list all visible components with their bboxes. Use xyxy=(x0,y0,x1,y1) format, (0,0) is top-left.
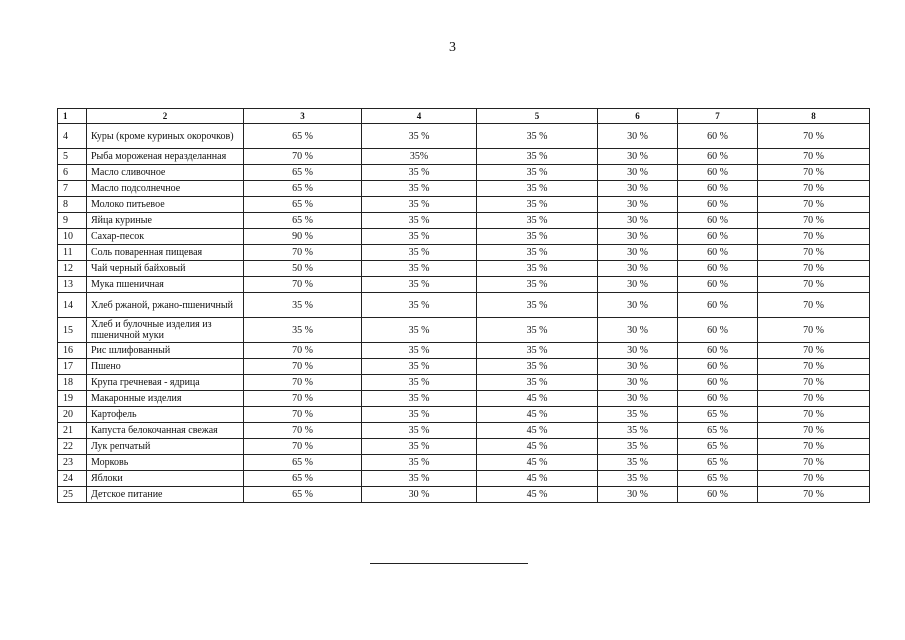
percent-cell: 35 % xyxy=(477,197,598,213)
percent-cell: 60 % xyxy=(678,375,758,391)
row-number-cell: 6 xyxy=(58,165,87,181)
percent-cell: 70 % xyxy=(758,318,870,343)
row-number-cell: 23 xyxy=(58,455,87,471)
percent-cell: 60 % xyxy=(678,318,758,343)
row-number-cell: 24 xyxy=(58,471,87,487)
row-number-cell: 22 xyxy=(58,439,87,455)
table-row xyxy=(58,439,870,455)
table-row xyxy=(58,391,870,407)
percent-cell: 35 % xyxy=(598,439,678,455)
percent-cell: 60 % xyxy=(678,181,758,197)
product-name-cell: Крупа гречневая - ядрица xyxy=(87,375,244,391)
percent-cell: 65 % xyxy=(678,471,758,487)
percent-cell: 70 % xyxy=(244,245,362,261)
product-name-cell: Чай черный байховый xyxy=(87,261,244,277)
percent-cell: 35 % xyxy=(362,375,477,391)
percent-cell: 70 % xyxy=(758,229,870,245)
table-row xyxy=(58,343,870,359)
column-header: 4 xyxy=(362,109,477,124)
product-name-cell: Молоко питьевое xyxy=(87,197,244,213)
column-header: 7 xyxy=(678,109,758,124)
table-row xyxy=(58,277,870,293)
row-number-cell: 9 xyxy=(58,213,87,229)
product-name-cell: Хлеб и булочные изделия из пшеничной муки xyxy=(87,318,244,343)
page-number: 3 xyxy=(449,40,456,55)
percent-cell: 35 % xyxy=(477,277,598,293)
product-name-cell: Макаронные изделия xyxy=(87,391,244,407)
percent-cell: 35 % xyxy=(362,455,477,471)
column-header: 8 xyxy=(758,109,870,124)
table-row xyxy=(58,318,870,343)
percent-cell: 70 % xyxy=(758,213,870,229)
percent-cell: 35 % xyxy=(362,165,477,181)
percent-cell: 70 % xyxy=(758,471,870,487)
row-number-cell: 14 xyxy=(58,293,87,318)
percent-cell: 70 % xyxy=(758,124,870,149)
percent-cell: 65 % xyxy=(244,213,362,229)
table-row xyxy=(58,359,870,375)
percent-cell: 70 % xyxy=(758,487,870,503)
table-row xyxy=(58,261,870,277)
row-number-cell: 16 xyxy=(58,343,87,359)
percent-cell: 60 % xyxy=(678,261,758,277)
percent-cell: 35 % xyxy=(362,245,477,261)
column-header: 1 xyxy=(58,109,87,124)
percent-cell: 50 % xyxy=(244,261,362,277)
percent-cell: 70 % xyxy=(758,149,870,165)
product-name-cell: Мука пшеничная xyxy=(87,277,244,293)
product-name-cell: Хлеб ржаной, ржано-пшеничный xyxy=(87,293,244,318)
product-name-cell: Соль поваренная пищевая xyxy=(87,245,244,261)
column-header: 6 xyxy=(598,109,678,124)
percent-cell: 70 % xyxy=(758,439,870,455)
row-number-cell: 20 xyxy=(58,407,87,423)
percent-cell: 70 % xyxy=(758,343,870,359)
percent-cell: 70 % xyxy=(758,375,870,391)
percent-cell: 60 % xyxy=(678,197,758,213)
percent-cell: 30 % xyxy=(598,487,678,503)
percent-cell: 60 % xyxy=(678,277,758,293)
percent-cell: 35 % xyxy=(362,213,477,229)
percent-cell: 35 % xyxy=(477,165,598,181)
percent-cell: 35 % xyxy=(362,359,477,375)
column-header: 5 xyxy=(477,109,598,124)
percent-cell: 70 % xyxy=(758,455,870,471)
percent-cell: 70 % xyxy=(758,293,870,318)
percent-cell: 35 % xyxy=(362,439,477,455)
row-number-cell: 13 xyxy=(58,277,87,293)
table-row xyxy=(58,149,870,165)
row-number-cell: 8 xyxy=(58,197,87,213)
percent-cell: 65 % xyxy=(678,455,758,471)
percent-cell: 30 % xyxy=(362,487,477,503)
percent-cell: 30 % xyxy=(598,149,678,165)
row-number-cell: 11 xyxy=(58,245,87,261)
table-row xyxy=(58,293,870,318)
percent-cell: 45 % xyxy=(477,423,598,439)
percent-cell: 60 % xyxy=(678,213,758,229)
table-row xyxy=(58,487,870,503)
percent-cell: 70 % xyxy=(758,359,870,375)
percent-cell: 65 % xyxy=(244,181,362,197)
percent-cell: 30 % xyxy=(598,277,678,293)
percent-cell: 45 % xyxy=(477,439,598,455)
percent-cell: 30 % xyxy=(598,165,678,181)
percent-cell: 70 % xyxy=(758,277,870,293)
percent-cell: 30 % xyxy=(598,245,678,261)
percent-cell: 30 % xyxy=(598,229,678,245)
table-row xyxy=(58,471,870,487)
percent-cell: 30 % xyxy=(598,293,678,318)
percent-cell: 60 % xyxy=(678,245,758,261)
data-table xyxy=(57,108,870,503)
percent-cell: 35 % xyxy=(598,423,678,439)
percent-cell: 60 % xyxy=(678,149,758,165)
percent-cell: 70 % xyxy=(758,261,870,277)
percent-cell: 30 % xyxy=(598,124,678,149)
percent-cell: 35 % xyxy=(362,391,477,407)
row-number-cell: 5 xyxy=(58,149,87,165)
percent-cell: 60 % xyxy=(678,391,758,407)
product-name-cell: Пшено xyxy=(87,359,244,375)
product-name-cell: Детское питание xyxy=(87,487,244,503)
percent-cell: 60 % xyxy=(678,229,758,245)
column-header: 2 xyxy=(87,109,244,124)
percent-cell: 35 % xyxy=(244,293,362,318)
percent-cell: 30 % xyxy=(598,261,678,277)
percent-cell: 70 % xyxy=(758,407,870,423)
product-name-cell: Яблоки xyxy=(87,471,244,487)
percent-cell: 30 % xyxy=(598,197,678,213)
percent-cell: 35 % xyxy=(477,213,598,229)
percent-cell: 65 % xyxy=(244,124,362,149)
percent-cell: 70 % xyxy=(244,343,362,359)
row-number-cell: 25 xyxy=(58,487,87,503)
product-name-cell: Масло подсолнечное xyxy=(87,181,244,197)
product-name-cell: Картофель xyxy=(87,407,244,423)
percent-cell: 60 % xyxy=(678,487,758,503)
percent-cell: 35 % xyxy=(477,245,598,261)
percent-cell: 35 % xyxy=(362,124,477,149)
percent-cell: 60 % xyxy=(678,343,758,359)
percent-cell: 65 % xyxy=(244,455,362,471)
percent-cell: 35% xyxy=(362,149,477,165)
table-row xyxy=(58,197,870,213)
percent-cell: 45 % xyxy=(477,407,598,423)
percent-cell: 45 % xyxy=(477,487,598,503)
product-name-cell: Лук репчатый xyxy=(87,439,244,455)
percent-cell: 60 % xyxy=(678,359,758,375)
percent-cell: 60 % xyxy=(678,293,758,318)
row-number-cell: 4 xyxy=(58,124,87,149)
product-name-cell: Сахар-песок xyxy=(87,229,244,245)
percent-cell: 35 % xyxy=(362,181,477,197)
table-row xyxy=(58,245,870,261)
percent-cell: 35 % xyxy=(477,124,598,149)
percent-cell: 65 % xyxy=(678,423,758,439)
table-row xyxy=(58,165,870,181)
percent-cell: 35 % xyxy=(477,359,598,375)
table-row xyxy=(58,181,870,197)
product-name-cell: Рис шлифованный xyxy=(87,343,244,359)
percent-cell: 35 % xyxy=(362,229,477,245)
product-name-cell: Куры (кроме куриных окорочков) xyxy=(87,124,244,149)
row-number-cell: 17 xyxy=(58,359,87,375)
percent-cell: 30 % xyxy=(598,391,678,407)
percent-cell: 35 % xyxy=(362,197,477,213)
percent-cell: 60 % xyxy=(678,165,758,181)
percent-cell: 30 % xyxy=(598,318,678,343)
percent-cell: 35 % xyxy=(477,375,598,391)
percent-cell: 70 % xyxy=(244,277,362,293)
row-number-cell: 21 xyxy=(58,423,87,439)
percent-cell: 65 % xyxy=(244,197,362,213)
percent-cell: 65 % xyxy=(678,407,758,423)
percent-cell: 35 % xyxy=(244,318,362,343)
percent-cell: 30 % xyxy=(598,375,678,391)
column-header: 3 xyxy=(244,109,362,124)
table-row xyxy=(58,423,870,439)
percent-cell: 35 % xyxy=(362,293,477,318)
percent-cell: 35 % xyxy=(477,261,598,277)
percent-cell: 30 % xyxy=(598,343,678,359)
table-row xyxy=(58,213,870,229)
product-name-cell: Яйца куриные xyxy=(87,213,244,229)
percent-cell: 35 % xyxy=(477,293,598,318)
percent-cell: 30 % xyxy=(598,213,678,229)
footnote-separator-line xyxy=(370,563,528,564)
percent-cell: 35 % xyxy=(598,455,678,471)
percent-cell: 35 % xyxy=(362,261,477,277)
percent-cell: 65 % xyxy=(244,165,362,181)
percent-cell: 35 % xyxy=(477,149,598,165)
product-name-cell: Масло сливочное xyxy=(87,165,244,181)
table-row xyxy=(58,375,870,391)
percent-cell: 30 % xyxy=(598,181,678,197)
product-name-cell: Рыба мороженая неразделанная xyxy=(87,149,244,165)
percent-cell: 35 % xyxy=(362,277,477,293)
percent-cell: 65 % xyxy=(678,439,758,455)
percent-cell: 70 % xyxy=(758,197,870,213)
percent-cell: 35 % xyxy=(477,181,598,197)
row-number-cell: 19 xyxy=(58,391,87,407)
percent-cell: 35 % xyxy=(362,343,477,359)
table-row xyxy=(58,407,870,423)
percent-cell: 90 % xyxy=(244,229,362,245)
percent-cell: 70 % xyxy=(758,423,870,439)
percent-cell: 70 % xyxy=(758,245,870,261)
percent-cell: 70 % xyxy=(244,391,362,407)
percent-cell: 70 % xyxy=(758,181,870,197)
row-number-cell: 18 xyxy=(58,375,87,391)
percent-cell: 70 % xyxy=(244,423,362,439)
percent-cell: 35 % xyxy=(362,318,477,343)
percent-cell: 45 % xyxy=(477,391,598,407)
table-row xyxy=(58,229,870,245)
percent-cell: 70 % xyxy=(244,407,362,423)
product-name-cell: Капуста белокочанная свежая xyxy=(87,423,244,439)
table-header-row xyxy=(58,109,870,124)
percent-cell: 65 % xyxy=(244,487,362,503)
table-row xyxy=(58,455,870,471)
percent-cell: 70 % xyxy=(758,165,870,181)
percent-cell: 35 % xyxy=(477,229,598,245)
percent-cell: 35 % xyxy=(598,471,678,487)
percent-cell: 35 % xyxy=(477,318,598,343)
percent-cell: 45 % xyxy=(477,455,598,471)
percent-cell: 70 % xyxy=(244,439,362,455)
percent-cell: 70 % xyxy=(244,375,362,391)
percent-cell: 35 % xyxy=(362,471,477,487)
percent-cell: 70 % xyxy=(244,149,362,165)
table-row xyxy=(58,124,870,149)
percent-cell: 35 % xyxy=(362,407,477,423)
percent-cell: 35 % xyxy=(477,343,598,359)
percent-cell: 35 % xyxy=(362,423,477,439)
percent-cell: 70 % xyxy=(758,391,870,407)
percent-cell: 60 % xyxy=(678,124,758,149)
row-number-cell: 12 xyxy=(58,261,87,277)
percent-cell: 45 % xyxy=(477,471,598,487)
percent-cell: 65 % xyxy=(244,471,362,487)
percent-cell: 30 % xyxy=(598,359,678,375)
percent-cell: 70 % xyxy=(244,359,362,375)
percent-cell: 35 % xyxy=(598,407,678,423)
row-number-cell: 10 xyxy=(58,229,87,245)
product-name-cell: Морковь xyxy=(87,455,244,471)
row-number-cell: 7 xyxy=(58,181,87,197)
row-number-cell: 15 xyxy=(58,318,87,343)
